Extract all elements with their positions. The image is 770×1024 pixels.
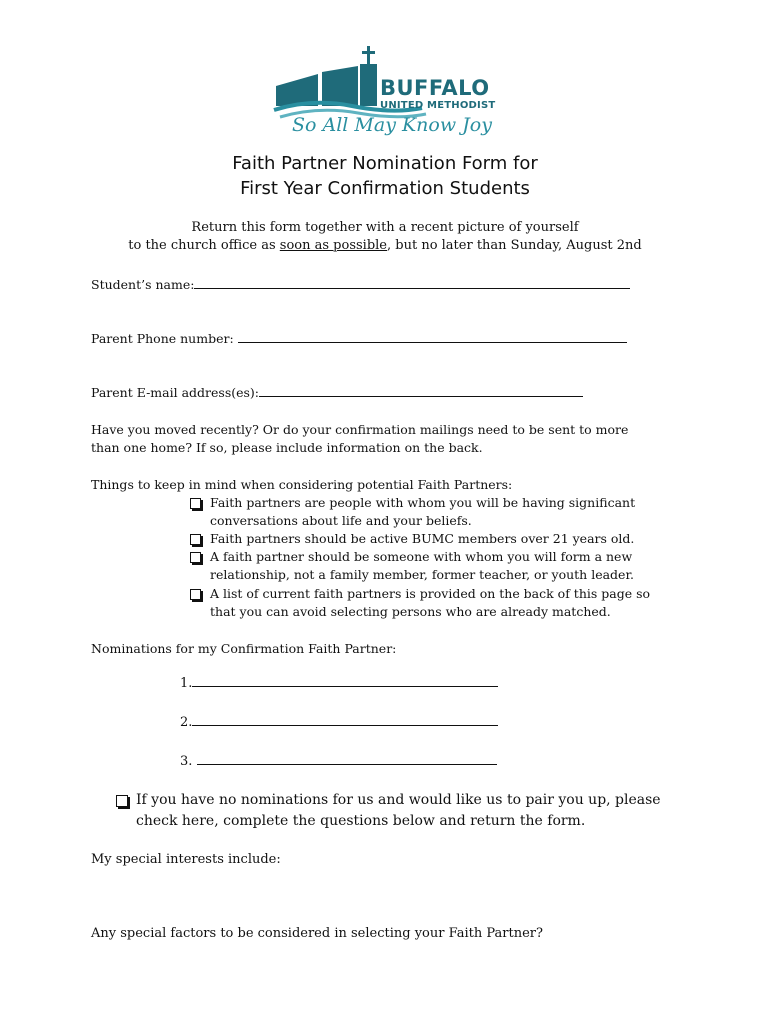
keep-in-mind-item xyxy=(186,585,666,621)
nomination-input-line[interactable] xyxy=(192,674,498,687)
student-name-label: Student’s name: xyxy=(91,277,195,292)
logo-tagline: So All May Know Joy xyxy=(292,114,492,136)
checkbox-bullet-icon xyxy=(190,589,201,600)
nomination-number: 2. xyxy=(180,715,193,730)
moved-question-line1: Have you moved recently? Or do your confirmation mailings need to be sent to more xyxy=(91,422,629,437)
moved-question xyxy=(91,421,691,457)
instructions-line2 xyxy=(0,238,770,253)
keep-in-mind-item xyxy=(186,548,666,584)
special-factors-question: Any special factors to be considered in selecting your Faith Partner? xyxy=(91,926,543,941)
nominations-heading: Nominations for my Confirmation Faith Partner: xyxy=(91,641,397,656)
auto-pair-label-line2: check here, complete the questions below and return the form. xyxy=(136,813,586,829)
keep-in-mind-heading: Things to keep in mind when considering potential Faith Partners: xyxy=(91,477,513,492)
instructions-line2-post: , but no later than Sunday, August 2nd xyxy=(387,238,642,253)
parent-email-input-line[interactable] xyxy=(259,384,583,397)
student-name-input-line[interactable] xyxy=(194,276,630,289)
parent-email-field xyxy=(91,384,583,400)
instructions-deadline-emphasis: soon as possible xyxy=(279,238,387,253)
keep-in-mind-item-line1: A list of current faith partners is provided on the back of this page so xyxy=(210,586,651,601)
auto-pair-checkbox[interactable] xyxy=(116,795,128,807)
nomination-entry xyxy=(180,752,497,769)
checkbox-bullet-icon xyxy=(190,552,201,563)
moved-question-line2: than one home? If so, please include information on the back. xyxy=(91,440,483,455)
checkbox-bullet-icon xyxy=(190,498,201,509)
keep-in-mind-item-line2: that you can avoid selecting persons who are already matched. xyxy=(210,604,611,619)
keep-in-mind-item-line2: relationship, not a family member, former teacher, or youth leader. xyxy=(210,567,635,582)
student-name-field xyxy=(91,276,630,292)
parent-phone-label: Parent Phone number: xyxy=(91,331,238,346)
nomination-entry xyxy=(180,674,498,691)
parent-email-label: Parent E-mail address(es): xyxy=(91,385,260,400)
logo-name: BUFFALO xyxy=(380,76,490,100)
keep-in-mind-item-line1: Faith partners are people with whom you will be having significant xyxy=(210,495,636,510)
nomination-number: 1. xyxy=(180,676,193,691)
nomination-entry xyxy=(180,713,498,730)
auto-pair-option xyxy=(112,790,672,832)
parent-phone-field xyxy=(91,330,627,346)
auto-pair-label-line1: If you have no nominations for us and would like us to pair you up, please xyxy=(136,792,661,808)
nomination-input-line[interactable] xyxy=(192,713,498,726)
keep-in-mind-item-line1: Faith partners should be active BUMC members over 21 years old. xyxy=(210,531,635,546)
form-title-line1: Faith Partner Nomination Form for xyxy=(232,153,538,174)
form-title-line2: First Year Confirmation Students xyxy=(240,178,530,199)
keep-in-mind-item-line1: A faith partner should be someone with whom you will form a new xyxy=(210,549,633,564)
nomination-input-line[interactable] xyxy=(197,752,497,765)
parent-phone-input-line[interactable] xyxy=(238,330,627,343)
keep-in-mind-item-line2: conversations about life and your beliefs. xyxy=(210,513,472,528)
keep-in-mind-item xyxy=(186,530,666,548)
instructions-line2-pre: to the church office as xyxy=(128,238,280,253)
logo-subname: UNITED METHODIST xyxy=(380,100,496,111)
instructions-line1: Return this form together with a recent picture of yourself xyxy=(191,220,579,235)
special-interests-question: My special interests include: xyxy=(91,852,281,867)
church-logo xyxy=(272,44,502,144)
keep-in-mind-item xyxy=(186,494,666,530)
checkbox-bullet-icon xyxy=(190,534,201,545)
nomination-number: 3. xyxy=(180,754,197,769)
